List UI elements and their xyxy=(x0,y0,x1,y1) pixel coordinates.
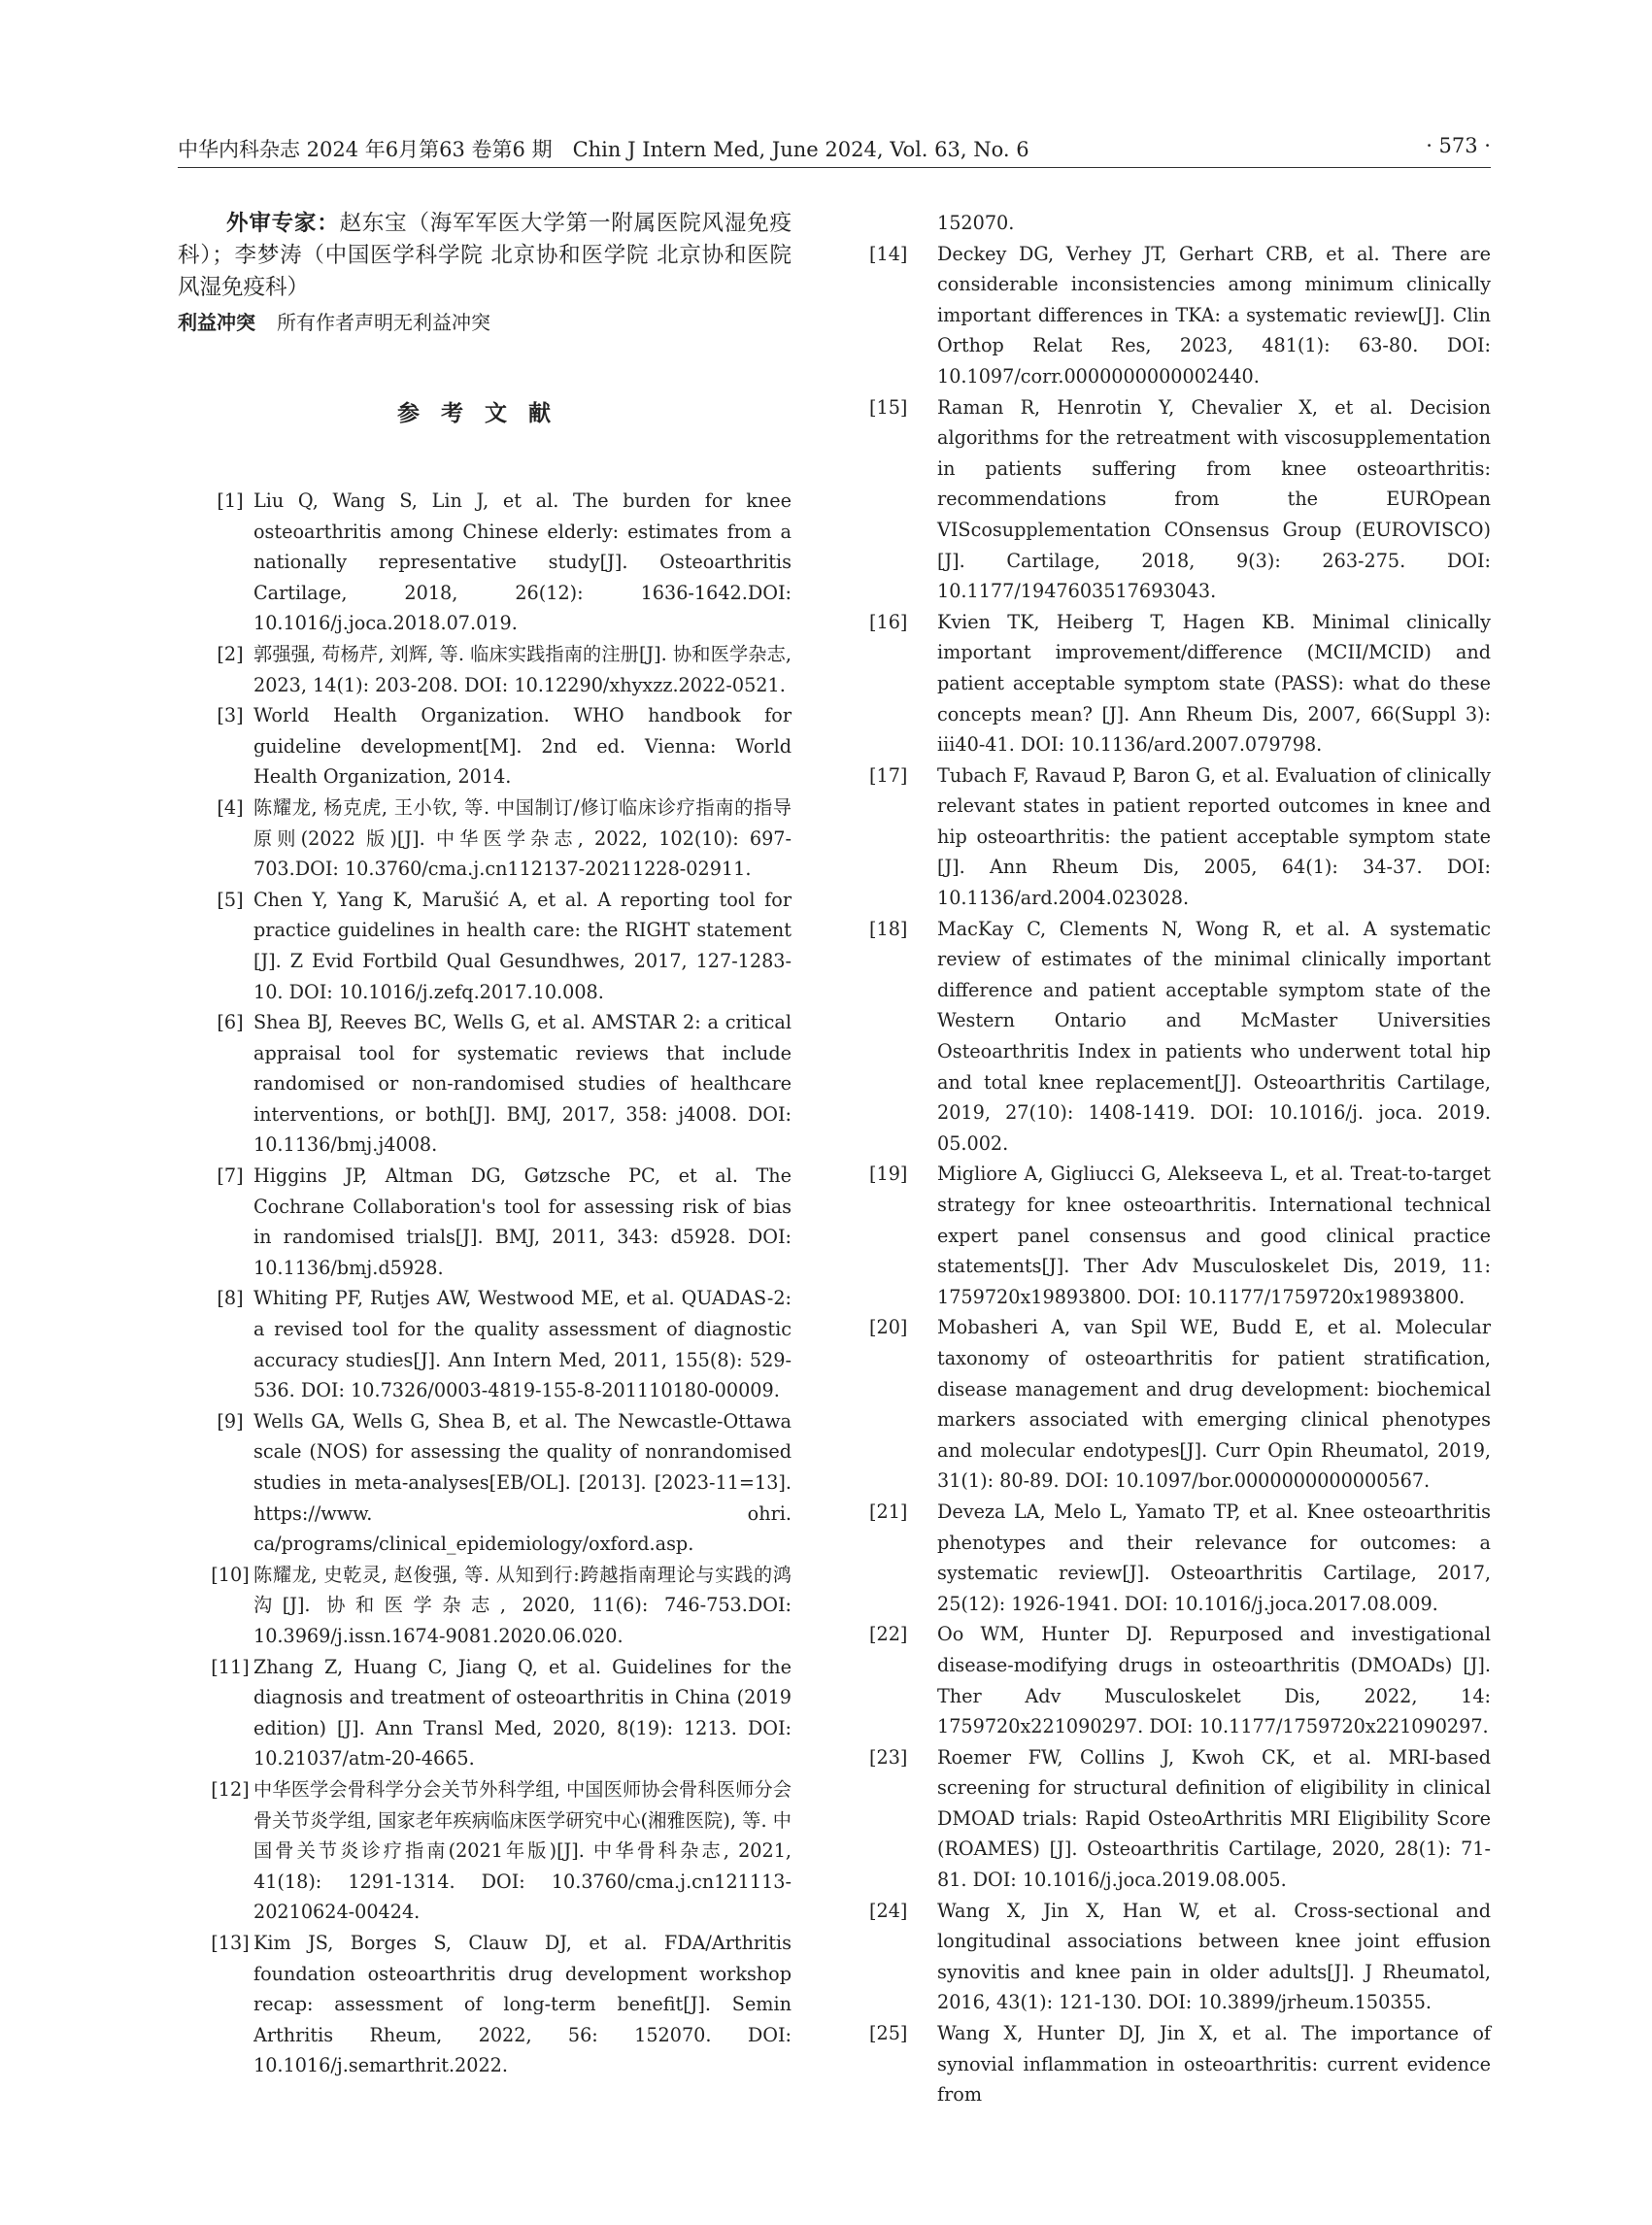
reference-item xyxy=(178,1774,792,1928)
reference-text: Shea BJ, Reeves BC, Wells G, et al. AMSTAR 2: a critical appraisal tool for systematic reviews that include randomised or non-randomised studies of healthcare interventions, or both[J]. BMJ, 2017, 358: j4008. DOI: 10.1136/bmj.j4008. xyxy=(253,1011,792,1157)
reference-item xyxy=(178,1560,792,1652)
reference-text: Roemer FW, Collins J, Kwoh CK, et al. MRI-based screening for structural definition of eligibility in clinical DMOAD trials: Rapid OsteoArthritis MRI Eligibility Score (ROAMES) [J]. Osteoarthritis Cartilage, 2020, 28(1): 71-81. DOI: 10.1016/j.joca.2019.08.005. xyxy=(937,1745,1491,1892)
reference-text: Tubach F, Ravaud P, Baron G, et al. Evaluation of clinically relevant states in patient reported outcomes in knee and hip osteoarthritis: the patient acceptable symptom state [J]. Ann Rheum Dis, 2005, 64(1): 34-37. DOI: 10.1136/ard.2004.023028. xyxy=(937,763,1491,910)
reference-number: [17] xyxy=(869,763,908,787)
reference-text: Oo WM, Hunter DJ. Repurposed and investigational disease-modifying drugs in osteoarthritis (DMOADs) [J]. Ther Adv Musculoskelet Dis, 2022, 14: 1759720x221090297. DOI: 10.1177/1759720x221090297. xyxy=(937,1623,1491,1738)
reference-text: 中华医学会骨科学分会关节外科学组, 中国医师协会骨科医师分会骨关节炎学组, 国家老年疾病临床医学研究中心(湘雅医院), 等. 中国骨关节炎诊疗指南(2021年版)[J]. 中华骨科杂志, 2021, 41(18): 1291-1314. DOI: 10.3760/cma.j.cn121113-20210624-00424. xyxy=(253,1777,792,1924)
reference-number: [23] xyxy=(869,1745,908,1769)
reference-number: [6] xyxy=(217,1011,244,1034)
reference-number: [24] xyxy=(869,1899,908,1922)
reference-item xyxy=(178,700,792,792)
external-reviewers xyxy=(178,208,792,304)
reference-list-right xyxy=(869,239,1491,2110)
reference-text: Wang X, Hunter DJ, Jin X, et al. The importance of synovial inflammation in osteoarthritis: current evidence from xyxy=(937,2022,1491,2107)
reference-text: Zhang Z, Huang C, Jiang Q, et al. Guidelines for the diagnosis and treatment of osteoarthritis in China (2019 edition) [J]. Ann Transl Med, 2020, 8(19): 1213. DOI: 10.21037/atm-20-4665. xyxy=(253,1655,792,1770)
reference-text: Migliore A, Gigliucci G, Alekseeva L, et al. Treat-to-target strategy for knee osteoarthritis. International technical expert panel consensus and good clinical practice statements[J]. Ther Adv Musculoskelet Dis, 2019, 11: 1759720x19893800. DOI: 10.1177/1759720x19893800. xyxy=(937,1163,1491,1308)
reference-item xyxy=(178,1007,792,1161)
reference-number: [3] xyxy=(217,704,244,727)
conflict-text: 所有作者声明无利益冲突 xyxy=(277,311,490,334)
reference-item xyxy=(869,239,1491,392)
reference-item xyxy=(869,1896,1491,2018)
reference-item xyxy=(869,607,1491,760)
reference-number: [12] xyxy=(211,1777,250,1801)
reference-text: Higgins JP, Altman DG, Gøtzsche PC, et al. The Cochrane Collaboration's tool for assessing risk of bias in randomised trials[J]. BMJ, 2011, 343: d5928. DOI: 10.1136/bmj.d5928. xyxy=(253,1164,792,1279)
reference-item xyxy=(869,914,1491,1160)
reference-item xyxy=(178,885,792,1007)
reference-item xyxy=(869,392,1491,607)
reference-number: [25] xyxy=(869,2022,908,2045)
reference-number: [20] xyxy=(869,1316,908,1339)
reference-text: MacKay C, Clements N, Wong R, et al. A systematic review of estimates of the minimal clinically important difference and patient acceptable symptom state of the Western Ontario and McMaster Universities Osteoarthritis Index in patients who underwent total hip and total knee replacement[J]. Osteoarthritis Cartilage, 2019, 27(10): 1408-1419. DOI: 10.1016/j. joca. 2019. 05.002. xyxy=(937,917,1491,1155)
reference-number: [2] xyxy=(217,642,244,665)
reference-text: 陈耀龙, 史乾灵, 赵俊强, 等. 从知到行:跨越指南理论与实践的鸿沟[J]. 协和医学杂志, 2020, 11(6): 746-753.DOI: 10.3969/j.issn.1674-9081.2020.06.020. xyxy=(253,1563,792,1647)
reference-item xyxy=(178,1406,792,1560)
reference-item xyxy=(869,2018,1491,2110)
reviewers-text: 赵东宝（海军军医大学第一附属医院风湿免疫科）；李梦涛（中国医学科学院 北京协和医学院 北京协和医院风湿免疫科） xyxy=(178,211,792,300)
reference-text: Kvien TK, Heiberg T, Hagen KB. Minimal clinically important improvement/difference (MCII/MCID) and patient acceptable symptom state (PASS): what do these concepts mean? [J]. Ann Rheum Dis, 2007, 66(Suppl 3): iii40-41. DOI: 10.1136/ard.2007.079798. xyxy=(937,610,1491,757)
reference-text: Whiting PF, Rutjes AW, Westwood ME, et al. QUADAS-2: a revised tool for the quality assessment of diagnostic accuracy studies[J]. Ann Intern Med, 2011, 155(8): 529-536. DOI: 10.7326/0003-4819-155-8-201110180-00009. xyxy=(253,1287,792,1402)
reference-item xyxy=(178,792,792,885)
running-header xyxy=(178,134,1491,168)
left-column xyxy=(178,208,792,2081)
reference-item xyxy=(178,486,792,639)
right-column xyxy=(869,208,1491,2110)
conflict-of-interest xyxy=(178,308,792,337)
reference-item xyxy=(869,1497,1491,1619)
reference-text: World Health Organization. WHO handbook for guideline development[M]. 2nd ed. Vienna: World Health Organization, 2014. xyxy=(253,704,792,789)
reference-number: [8] xyxy=(217,1287,244,1310)
reference-number: [21] xyxy=(869,1500,908,1523)
reference-number: [15] xyxy=(869,395,908,419)
reference-number: [1] xyxy=(217,489,244,512)
reference-text: Liu Q, Wang S, Lin J, et al. The burden for knee osteoarthritis among Chinese elderly: estimates from a nationally representative study[J]. Osteoarthritis Cartilage, 2018, 26(12): 1636-1642.DOI: 10.1016/j.joca.2018.07.019. xyxy=(253,489,792,635)
reference-number: [18] xyxy=(869,917,908,940)
reference-number: [14] xyxy=(869,242,908,265)
reference-number: [5] xyxy=(217,888,244,911)
reference-list-left xyxy=(178,486,792,2081)
reference-number: [11] xyxy=(211,1655,250,1678)
reference-text: Wells GA, Wells G, Shea B, et al. The Newcastle-Ottawa scale (NOS) for assessing the quality of nonrandomised studies in meta-analyses[EB/OL]. [2013]. [2023-11=13]. https://www. ohri. ca/programs/clinical_epidemiology/oxford.asp. xyxy=(253,1409,792,1556)
reference-item xyxy=(178,1928,792,2081)
reviewers-label: 外审专家： xyxy=(226,211,340,236)
reference-text: Kim JS, Borges S, Clauw DJ, et al. FDA/Arthritis foundation osteoarthritis drug development workshop recap: assessment of long-term benefit[J]. Semin Arthritis Rheum, 2022, 56: 152070. DOI: 10.1016/j.semarthrit.2022. xyxy=(253,1931,792,2077)
reference-number: [22] xyxy=(869,1623,908,1646)
reference-text: 陈耀龙, 杨克虎, 王小钦, 等. 中国制订/修订临床诊疗指南的指导原则(2022 版)[J]. 中华医学杂志, 2022, 102(10): 697-703.DOI: 10.3760/cma.j.cn112137-20211228-02911. xyxy=(253,795,792,881)
page-number: · 573 · xyxy=(1426,134,1491,157)
reference-item xyxy=(178,1161,792,1283)
reference-item xyxy=(178,1652,792,1774)
reference-text: Raman R, Henrotin Y, Chevalier X, et al. Decision algorithms for the retreatment with viscosupplementation in patients suffering from knee osteoarthritis: recommendations from the EUROpean VIScosupplementation COnsensus Group (EUROVISCO) [J]. Cartilage, 2018, 9(3): 263-275. DOI: 10.1177/1947603517693043. xyxy=(937,395,1491,603)
reference-continuation: 152070. xyxy=(937,212,1015,234)
reference-number: [4] xyxy=(217,795,244,819)
reference-item xyxy=(869,760,1491,914)
journal-citation: 中华内科杂志 2024 年6月第63 卷第6 期 Chin J Intern Med, June 2024, Vol. 63, No. 6 xyxy=(178,138,1029,161)
reference-number: [10] xyxy=(211,1563,250,1586)
reference-number: [16] xyxy=(869,610,908,633)
reference-number: [13] xyxy=(211,1931,250,1954)
reference-text: Chen Y, Yang K, Marušić A, et al. A reporting tool for practice guidelines in health care: the RIGHT statement [J]. Z Evid Fortbild Qual Gesundhwes, 2017, 127-1283-10. DOI: 10.1016/j.zefq.2017.10.008. xyxy=(253,888,792,1003)
references-heading: 参考文献 xyxy=(397,401,572,426)
reference-text: Wang X, Jin X, Han W, et al. Cross-sectional and longitudinal associations between knee joint effusion synovitis and knee pain in older adults[J]. J Rheumatol, 2016, 43(1): 121-130. DOI: 10.3899/jrheum.150355. xyxy=(937,1899,1491,2014)
reference-text: Mobasheri A, van Spil WE, Budd E, et al. Molecular taxonomy of osteoarthritis for patient stratification, disease management and drug development: biochemical markers associated with emerging clinical phenotypes and molecular endotypes[J]. Curr Opin Rheumatol, 2019, 31(1): 80-89. DOI: 10.1097/bor.0000000000000567. xyxy=(937,1316,1491,1493)
reference-text: 郭强强, 苟杨芹, 刘辉, 等. 临床实践指南的注册[J]. 协和医学杂志, 2023, 14(1): 203-208. DOI: 10.12290/xhyxzz.2022-0521. xyxy=(253,642,792,696)
reference-item xyxy=(869,1312,1491,1497)
reference-item xyxy=(869,1742,1491,1896)
reference-number: [7] xyxy=(217,1164,244,1188)
reference-text: Deckey DG, Verhey JT, Gerhart CRB, et al. There are considerable inconsistencies among minimum clinically important differences in TKA: a systematic review[J]. Clin Orthop Relat Res, 2023, 481(1): 63-80. DOI: 10.1097/corr.0000000000002440. xyxy=(937,242,1491,388)
reference-item xyxy=(869,1159,1491,1312)
reference-number: [19] xyxy=(869,1163,908,1186)
reference-text: Deveza LA, Melo L, Yamato TP, et al. Knee osteoarthritis phenotypes and their relevance for outcomes: a systematic review[J]. Osteoarthritis Cartilage, 2017, 25(12): 1926-1941. DOI: 10.1016/j.joca.2017.08.009. xyxy=(937,1500,1491,1615)
conflict-label: 利益冲突 xyxy=(178,311,255,334)
reference-item xyxy=(178,1283,792,1405)
reference-number: [9] xyxy=(217,1409,244,1433)
reference-item xyxy=(869,1619,1491,1741)
reference-item xyxy=(178,639,792,700)
